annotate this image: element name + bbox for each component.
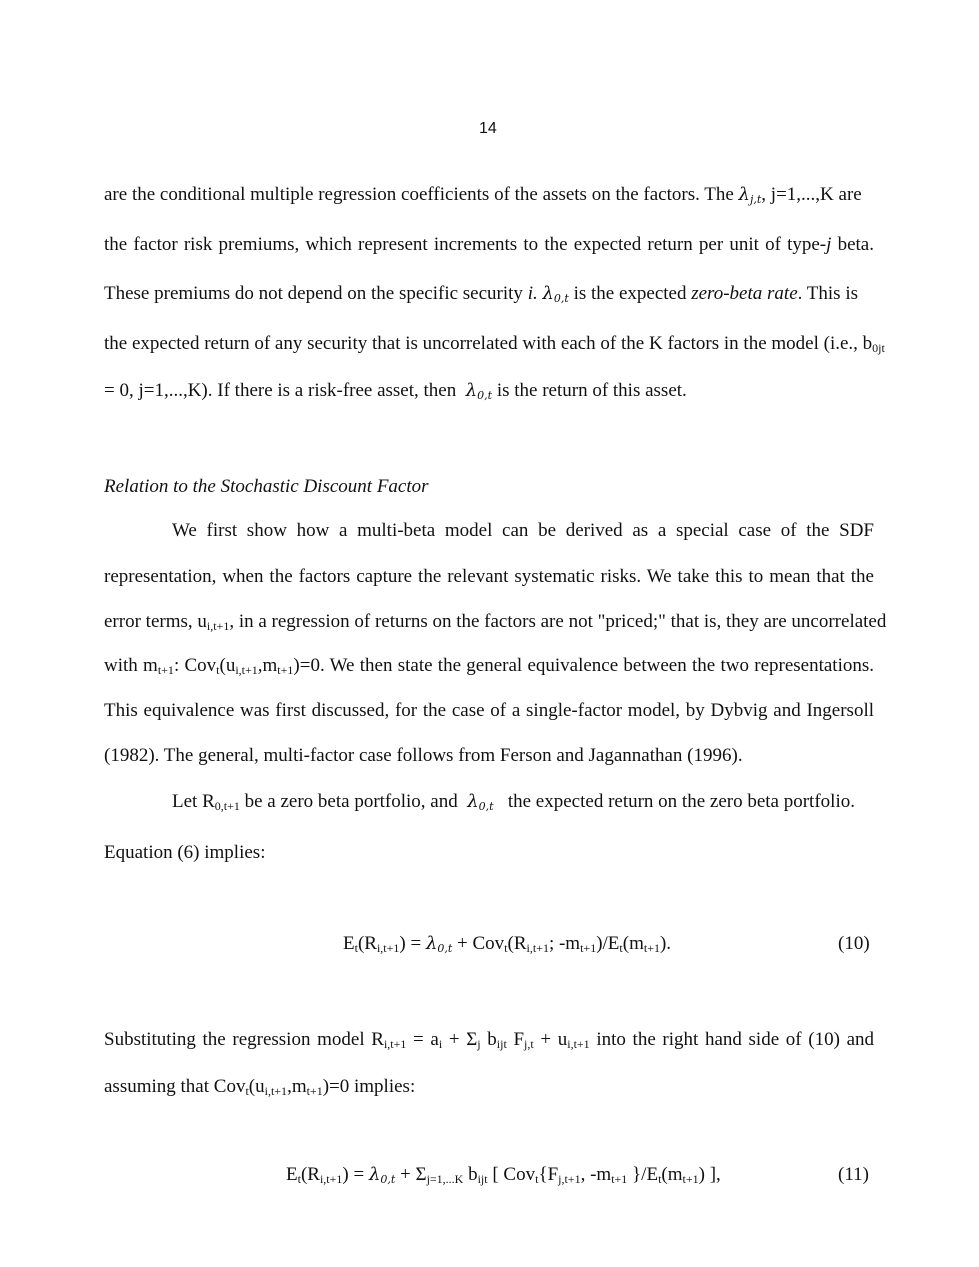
lambda-symbol: $\lambda_{0,t}$ — [542, 283, 569, 305]
lambda-symbol: $\lambda_{0,t}$ — [425, 933, 453, 955]
paragraph-2-line-4: with $m_{t+1}$: $Cov_t(u_{i,t+1},m_{t+1})=0$. We then state the general equivalence between the two representations. — [104, 655, 874, 677]
lambda-symbol: $\lambda_{0,t}$ — [465, 380, 493, 402]
paragraph-1-line-1 — [104, 184, 874, 206]
section-heading: Relation to the Stochastic Discount Factor — [104, 476, 429, 497]
paragraph-3-line-2: Equation (6) implies: — [104, 842, 266, 863]
lambda-symbol: $\lambda_{0,t}$ — [368, 1164, 396, 1186]
paragraph-3-line-1: Let $R_{0,t+1}$ be a zero beta portfolio, and $\lambda_{0,t}$ the expected return on the zero beta portfolio. — [172, 791, 855, 813]
text: , j=1,...,K are — [761, 184, 862, 205]
equation-10: $E_t(R_{i,t+1}) = \lambda_{0,t} + Cov_t(R_{i,t+1}$; $-m_{t+1})/E_t(m_{t+1})$. — [343, 933, 672, 955]
lambda-symbol: $\lambda_{j,t}$ — [738, 184, 762, 206]
text: are the conditional multiple regression coefficients of the assets on the factors. The — [104, 184, 734, 205]
paragraph-2-line-3: error terms, $u_{i,t+1}$, in a regression of returns on the factors are not "priced;" that is, they are uncorrelated — [104, 611, 887, 633]
paragraph-1-line-4: the expected return of any security that is uncorrelated with each of the K factors in the model (i.e., $b_{0jt}$ — [104, 333, 885, 355]
page-number: 14 — [479, 120, 497, 137]
paragraph-1-line-3: These premiums do not depend on the specific security i. $\lambda_{0,t}$ is the expected zero-beta rate. This is — [104, 283, 858, 305]
paragraph-1-line-2: the factor risk premiums, which represent increments to the expected return per unit of type-j beta. — [104, 234, 874, 255]
paragraph-4-line-1: Substituting the regression model $R_{i,t+1} = a_i + \Sigma_j$ $b_{ijt}$ $F_{j,t} + u_{i,t+1}$ into the right hand side of (10) and — [104, 1029, 875, 1051]
paragraph-2-line-2: representation, when the factors capture the relevant systematic risks. We take this to mean that the — [104, 566, 874, 587]
paragraph-2-line-6: (1982). The general, multi-factor case follows from Ferson and Jagannathan (1996). — [104, 745, 743, 766]
equation-11-number: (11) — [838, 1164, 869, 1185]
paragraph-1-line-5: = 0, j=1,...,K). If there is a risk-free asset, then $\lambda_{0,t}$ is the return of this asset. — [104, 380, 687, 402]
paragraph-4-line-2: assuming that $Cov_t(u_{i,t+1},m_{t+1})=0$ implies: — [104, 1076, 416, 1098]
paragraph-2-line-1: We first show how a multi-beta model can be derived as a special case of the SDF — [172, 520, 874, 541]
paragraph-2-line-5: This equivalence was first discussed, for the case of a single-factor model, by Dybvig and Ingersoll — [104, 700, 874, 721]
equation-10-number: (10) — [838, 933, 870, 954]
equation-11: $E_t(R_{i,t+1}) = \lambda_{0,t} + \Sigma_{j=1,...K}$ $b_{ijt}$ [ $Cov_t\{F_{j,t+1}$, $-m_{t+1}$ }$/E_t(m_{t+1})$ ], — [286, 1164, 721, 1186]
lambda-symbol: $\lambda_{0,t}$ — [467, 791, 494, 813]
